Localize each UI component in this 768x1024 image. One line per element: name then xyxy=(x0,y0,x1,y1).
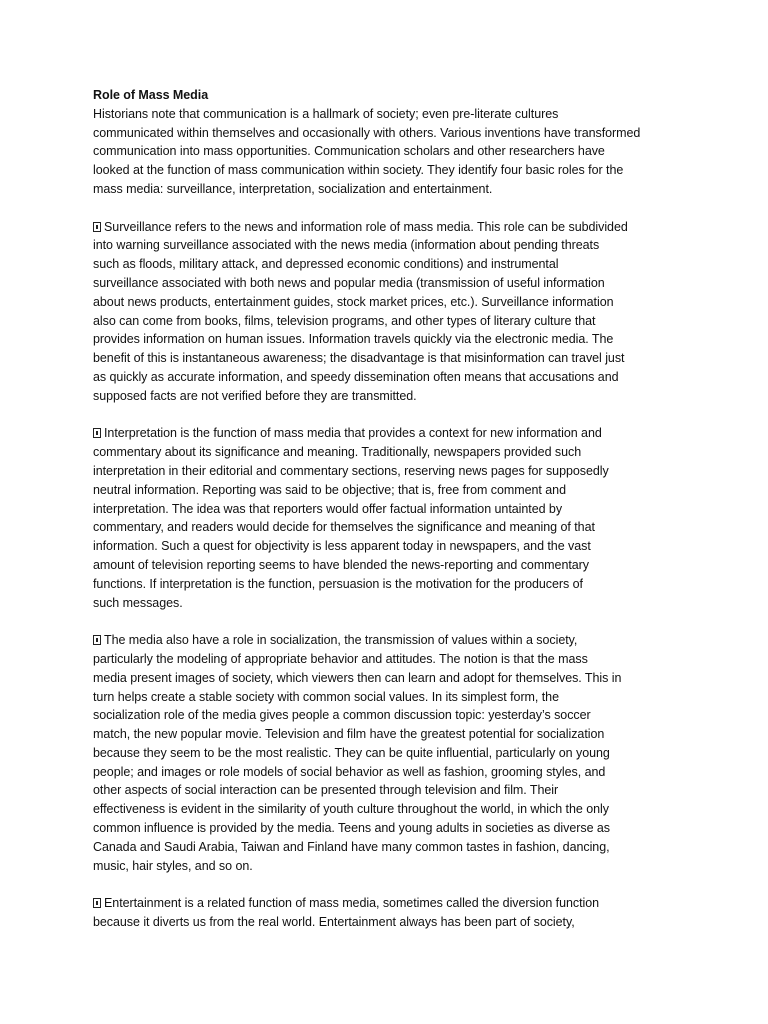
paragraph-line: information. Such a quest for objectivity is less apparent today in newspapers, and the vast xyxy=(93,539,591,554)
paragraph-line: Interpretation is the function of mass media that provides a context for new information and xyxy=(93,424,683,443)
paragraph-line: common influence is provided by the media. Teens and young adults in societies as diverse as xyxy=(93,821,610,836)
paragraph-spacer xyxy=(93,199,683,218)
paragraph-line: other aspects of social interaction can be presented through television and film. Their xyxy=(93,783,559,798)
paragraph-line: Canada and Saudi Arabia, Taiwan and Finland have many common tastes in fashion, dancing, xyxy=(93,839,610,854)
paragraph-line: such messages. xyxy=(93,595,183,610)
paragraph-line: interpretation. The idea was that reporters would offer factual information untainted by xyxy=(93,501,563,516)
paragraph-spacer xyxy=(93,875,683,894)
intro-line: looked at the function of mass communication within society. They identify four basic roles for the xyxy=(93,163,624,178)
paragraph-line: because it diverts us from the real world. Entertainment always has been part of society, xyxy=(93,915,575,930)
document-page xyxy=(93,86,683,932)
interpretation-paragraph xyxy=(93,424,683,612)
paragraph-line: surveillance associated with both news and popular media (transmission of useful information xyxy=(93,275,605,290)
paragraph-line: supposed facts are not verified before they are transmitted. xyxy=(93,388,417,403)
paragraph-line: into warning surveillance associated with the news media (information about pending threats xyxy=(93,238,600,253)
paragraph-line: amount of television reporting seems to have blended the news-reporting and commentary xyxy=(93,557,589,572)
entertainment-paragraph xyxy=(93,894,683,932)
paragraph-line: such as floods, military attack, and depressed economic conditions) and instrumental xyxy=(93,257,559,272)
paragraph-line: interpretation in their editorial and commentary sections, reserving news pages for supposedly xyxy=(93,463,609,478)
paragraph-line: functions. If interpretation is the function, persuasion is the motivation for the producers of xyxy=(93,576,583,591)
paragraph-line: media present images of society, which viewers then can learn and adopt for themselves. This in xyxy=(93,670,622,685)
bullet-box-icon xyxy=(93,635,101,645)
bullet-box-icon xyxy=(93,222,101,232)
paragraph-line: commentary, and readers would decide for themselves the significance and meaning of that xyxy=(93,520,595,535)
paragraph-line: match, the new popular movie. Television and film have the greatest potential for socialization xyxy=(93,727,605,742)
paragraph-line: benefit of this is instantaneous awareness; the disadvantage is that misinformation can travel just xyxy=(93,351,625,366)
paragraph-line: also can come from books, films, television programs, and other types of literary culture that xyxy=(93,313,596,328)
intro-paragraph xyxy=(93,105,683,199)
paragraph-line: provides information on human issues. Information travels quickly via the electronic media. The xyxy=(93,332,614,347)
bullet-box-icon xyxy=(93,898,101,908)
intro-line: communication into mass opportunities. Communication scholars and other researchers have xyxy=(93,144,605,159)
paragraph-line: people; and images or role models of social behavior as well as fashion, grooming styles, and xyxy=(93,764,606,779)
paragraph-line: particularly the modeling of appropriate behavior and attitudes. The notion is that the mass xyxy=(93,651,588,666)
document-title: Role of Mass Media xyxy=(93,88,209,102)
paragraph-line: Surveillance refers to the news and information role of mass media. This role can be subdivided xyxy=(93,218,683,237)
bullet-box-icon xyxy=(93,428,101,438)
paragraph-spacer xyxy=(93,406,683,425)
paragraph-line: because they seem to be the most realistic. They can be quite influential, particularly on young xyxy=(93,745,610,760)
intro-line: Historians note that communication is a hallmark of society; even pre-literate cultures xyxy=(93,106,559,121)
paragraph-line: socialization role of the media gives people a common discussion topic: yesterday’s soccer xyxy=(93,708,591,723)
paragraph-line: effectiveness is evident in the similarity of youth culture throughout the world, in which the only xyxy=(93,802,609,817)
paragraph-line: about news products, entertainment guides, stock market prices, etc.). Surveillance information xyxy=(93,294,614,309)
paragraph-line: as quickly as accurate information, and speedy dissemination often means that accusations and xyxy=(93,369,619,384)
surveillance-paragraph xyxy=(93,218,683,406)
paragraph-line: turn helps create a stable society with common social values. In its simplest form, the xyxy=(93,689,559,704)
paragraph-spacer xyxy=(93,612,683,631)
paragraph-line: commentary about its significance and meaning. Traditionally, newspapers provided such xyxy=(93,445,582,460)
intro-line: mass media: surveillance, interpretation, socialization and entertainment. xyxy=(93,181,493,196)
intro-line: communicated within themselves and occasionally with others. Various inventions have transformed xyxy=(93,125,641,140)
paragraph-line: music, hair styles, and so on. xyxy=(93,858,253,873)
socialization-paragraph xyxy=(93,631,683,875)
paragraph-line: Entertainment is a related function of mass media, sometimes called the diversion function xyxy=(93,894,683,913)
paragraph-line: neutral information. Reporting was said to be objective; that is, free from comment and xyxy=(93,482,566,497)
paragraph-line: The media also have a role in socialization, the transmission of values within a society, xyxy=(93,631,683,650)
